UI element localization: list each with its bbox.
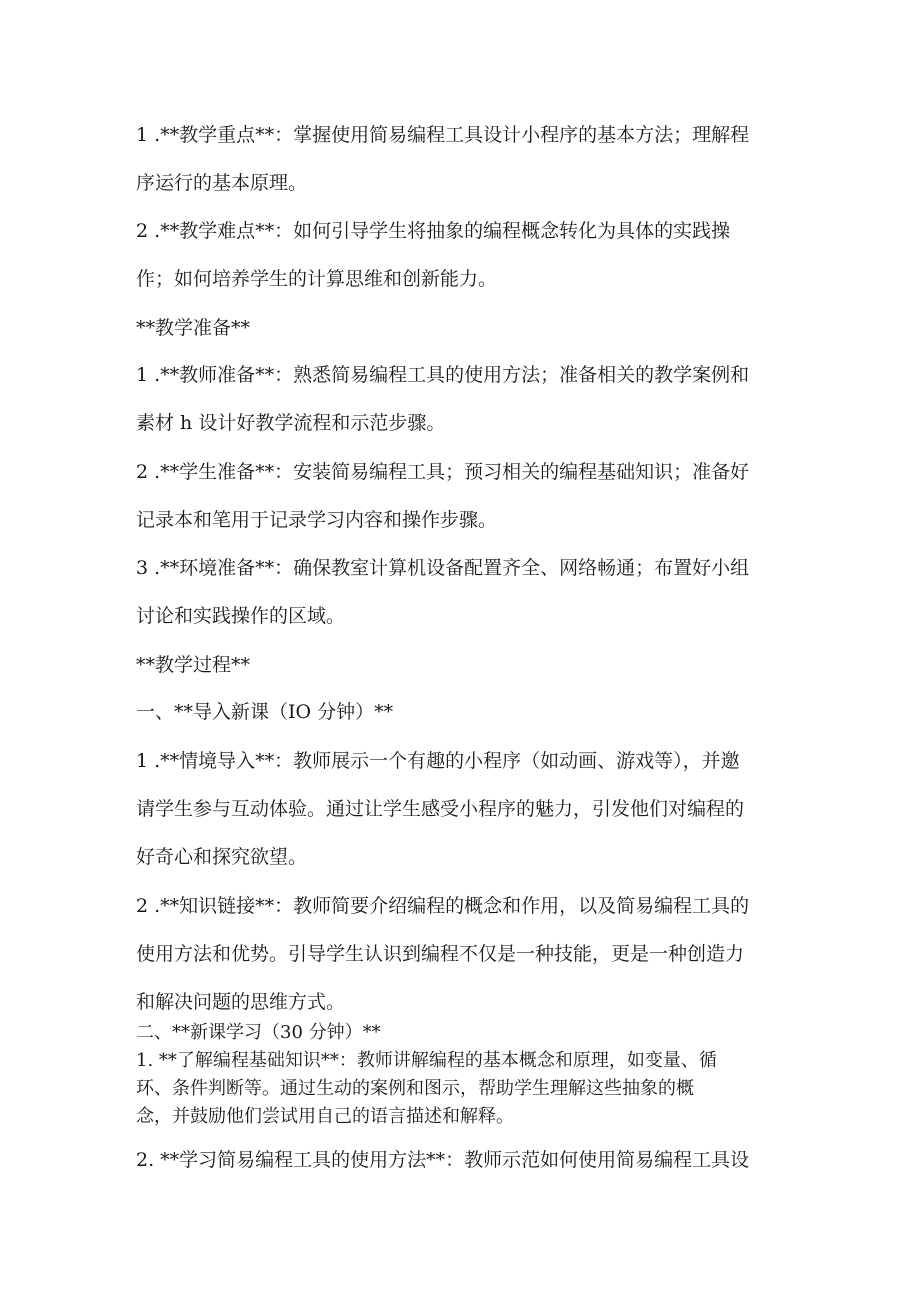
text-line: 好奇心和探究欲望。 bbox=[136, 846, 308, 868]
text-line: 2 .**学生准备**：安装简易编程工具；预习相关的编程基础知识；准备好 bbox=[136, 461, 750, 483]
text-line: 1 .**教学重点**：掌握使用简易编程工具设计小程序的基本方法；理解程 bbox=[136, 124, 750, 146]
text-line: 请学生参与互动体验。通过让学生感受小程序的魅力，引发他们对编程的 bbox=[136, 798, 745, 820]
section-heading: **教学过程** bbox=[136, 654, 251, 676]
text-line: 使用方法和优势。引导学生认识到编程不仅是一种技能，更是一种创造力 bbox=[136, 943, 745, 965]
text-line: 1 .**教师准备**：熟悉简易编程工具的使用方法；准备相关的教学案例和 bbox=[136, 364, 750, 386]
text-line: 2. **学习简易编程工具的使用方法**：教师示范如何使用简易编程工具设 bbox=[136, 1149, 750, 1171]
subsection-heading: 二、**新课学习（30 分钟）** bbox=[136, 1022, 381, 1043]
text-line: 2 .**知识链接**：教师简要介绍编程的概念和作用，以及简易编程工具的 bbox=[136, 895, 750, 917]
text-line: 序运行的基本原理。 bbox=[136, 172, 308, 194]
text-line: 念，并鼓励他们尝试用自己的语言描述和解释。 bbox=[136, 1106, 514, 1127]
text-line: 1. **了解编程基础知识**：教师讲解编程的基本概念和原理，如变量、循 bbox=[136, 1050, 717, 1071]
text-line: 和解决问题的思维方式。 bbox=[136, 991, 346, 1013]
text-line: 素材 h 设计好教学流程和示范步骤。 bbox=[136, 412, 446, 434]
text-line: 3 .**环境准备**：确保教室计算机设备配置齐全、网络畅通；布置好小组 bbox=[136, 557, 750, 579]
subsection-heading: 一、**导入新课（IO 分钟）** bbox=[136, 701, 394, 723]
text-line: 环、条件判断等。通过生动的案例和图示，帮助学生理解这些抽象的概 bbox=[136, 1078, 694, 1099]
text-line: 作；如何培养学生的计算思维和创新能力。 bbox=[136, 268, 498, 290]
text-line: 记录本和笔用于记录学习内容和操作步骤。 bbox=[136, 509, 498, 531]
text-line: 2 .**教学难点**：如何引导学生将抽象的编程概念转化为具体的实践操 bbox=[136, 220, 731, 242]
text-line: 讨论和实践操作的区域。 bbox=[136, 605, 346, 627]
text-line: 1 .**情境导入**：教师展示一个有趣的小程序（如动画、游戏等），并邀 bbox=[136, 750, 740, 772]
section-heading: **教学准备** bbox=[136, 317, 251, 339]
